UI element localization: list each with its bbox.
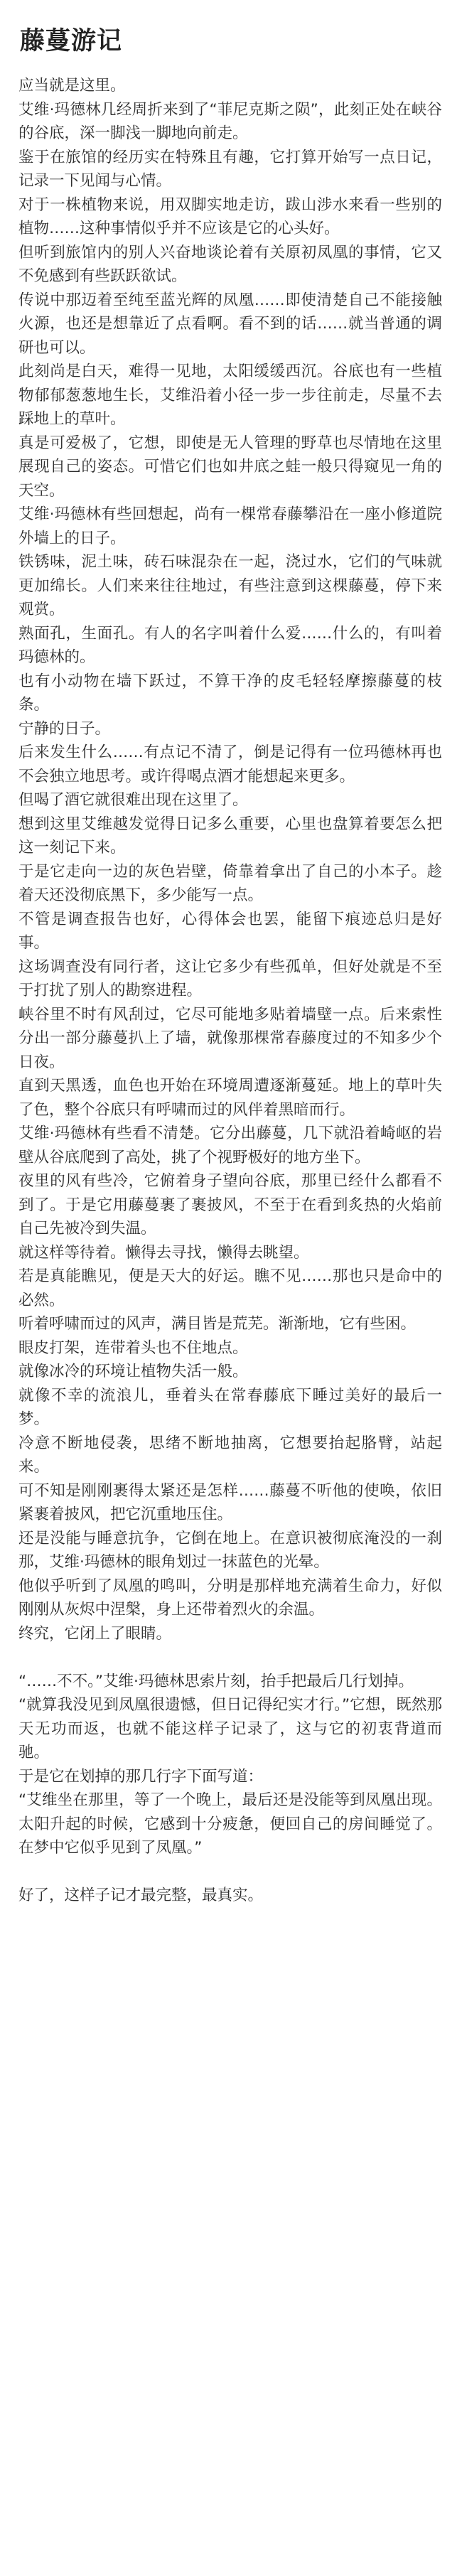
paragraph: 眼皮打架，连带着头也不住地点。 (18, 1338, 248, 1357)
paragraph: 真是可爱极了，它想，即使是无人管理的野草也尽情地在这里展现自己的姿态。可惜它们也如井底之蛙一般只得窥见一角的天空。 (18, 434, 442, 500)
paragraph: 直到天黑透，血色也开始在环境周遭逐渐蔓延。地上的草叶失了色，整个谷底只有呼啸而过的风伴着黑暗而行。 (18, 1077, 442, 1119)
paragraph: 好了，这样子记才最完整，最真实。 (18, 1887, 264, 1904)
paragraph: 应当就是这里。 (18, 77, 126, 95)
paragraph: 还是没能与睡意抗争，它倒在地上。在意识被彻底淹没的一刹那，艾维·玛德林的眼角划过一抹蓝色的光晕。 (18, 1529, 442, 1571)
paragraph: 就像冰冷的环境让植物失活一般。 (18, 1363, 248, 1380)
paragraph: 但喝了酒它就很难出现在这里了。 (18, 791, 248, 809)
paragraph: 艾维·玛德林有些看不清楚。它分出藤蔓，几下就沿着崎岖的岩壁从谷底爬到了高处，挑了个视野极好的地方坐下。 (18, 1125, 442, 1166)
paragraph: 熟面孔，生面孔。有人的名字叫着什么爱……什么的，有叫着玛德林的。 (18, 624, 442, 666)
paragraph: 就像不幸的流浪儿，垂着头在常春藤底下睡过美好的最后一梦。 (18, 1386, 442, 1428)
paragraph: 对于一株植物来说，用双脚实地走访，跋山涉水来看一些别的植物……这种事情似乎并不应该是它的心头好。 (18, 195, 442, 237)
paragraph: 也有小动物在墙下跃过，不算干净的皮毛轻轻摩擦藤蔓的枝条。 (18, 672, 442, 714)
paragraph: 听着呼啸而过的风声，满目皆是荒芜。渐渐地，它有些困。 (18, 1315, 417, 1333)
paragraph: 终究，它闭上了眼睛。 (18, 1624, 172, 1643)
paragraph: 就这样等待着。懒得去寻找，懒得去眺望。 (18, 1243, 309, 1262)
paragraph: 若是真能瞧见，便是天大的好运。瞧不见……那也只是命中的必然。 (18, 1267, 442, 1309)
paragraph: “艾维坐在那里，等了一个晚上，最后还是没能等到凤凰出现。太阳升起的时候，它感到十分疲惫，便回自己的房间睡觉了。在梦中它似乎见到了凤凰。” (18, 1791, 442, 1857)
paragraph: “就算我没见到凤凰很遗憾，但日记得纪实才行。”它想，既然那天无功而返，也就不能这样子记录了，这与它的初衷背道而驰。 (18, 1696, 442, 1761)
paragraph: 峡谷里不时有风刮过，它尽可能地多贴着墙壁一点。后来索性分出一部分藤蔓扒上了墙，就像那棵常春藤度过的不知多少个日夜。 (18, 1005, 442, 1071)
paragraph: 但听到旅馆内的别人兴奋地谈论着有关原初凤凰的事情，它又不免感到有些跃跃欲试。 (18, 243, 442, 285)
paragraph: 冷意不断地侵袭，思绪不断地抽离，它想要抬起胳臂，站起来。 (18, 1434, 442, 1476)
paragraph: 传说中那迈着至纯至蓝光辉的凤凰……即使清楚自己不能接触火源，也还是想靠近了点看啊。看不到的话……就当普通的调研也可以。 (18, 291, 442, 357)
document-body (18, 74, 442, 1908)
paragraph: 艾维·玛德林有些回想起，尚有一棵常春藤攀沿在一座小修道院外墙上的日子。 (18, 505, 442, 547)
document-title: 藤蔓游记 (20, 27, 123, 55)
paragraph: 他似乎听到了凤凰的鸣叫，分明是那样地充满着生命力，好似刚刚从灰烬中涅槃，身上还带着烈火的余温。 (18, 1577, 442, 1619)
paragraph: “……不不。”艾维·玛德林思索片刻，抬手把最后几行划掉。 (18, 1672, 414, 1690)
paragraph: 想到这里艾维越发觉得日记多么重要，心里也盘算着要怎么把这一刻记下来。 (18, 815, 442, 857)
paragraph: 于是它在划掉的那几行字下面写道： (18, 1767, 264, 1786)
paragraph: 此刻尚是白天，难得一见地，太阳缓缓西沉。谷底也有一些植物郁郁葱葱地生长，艾维沿着小径一步一步往前走，尽量不去踩地上的草叶。 (18, 363, 442, 428)
paragraph: 艾维·玛德林几经周折来到了“菲尼克斯之陨”，此刻正处在峡谷的谷底，深一脚浅一脚地向前走。 (18, 100, 442, 142)
paragraph: 这场调查没有同行者，这让它多少有些孤单，但好处就是不至于打扰了别人的勘察进程。 (18, 957, 442, 999)
paragraph: 不管是调查报告也好，心得体会也罢，能留下痕迹总归是好事。 (18, 910, 442, 952)
paragraph: 后来发生什么……有点记不清了，倒是记得有一位玛德林再也不会独立地思考。或许得喝点酒才能想起来更多。 (18, 744, 442, 785)
blank-line (18, 1646, 442, 1670)
paragraph: 鉴于在旅馆的经历实在特殊且有趣，它打算开始写一点日记，记录一下见闻与心情。 (18, 148, 442, 190)
blank-line (18, 1860, 442, 1884)
paragraph: 夜里的风有些冷，它俯着身子望向谷底，那里已经什么都看不到了。于是它用藤蔓裹了裹披风，不至于在看到炙热的火焰前自己先被冷到失温。 (18, 1172, 442, 1238)
paragraph: 于是它走向一边的灰色岩壁，倚靠着拿出了自己的小本子。趁着天还没彻底黑下，多少能写一点。 (18, 862, 442, 904)
paragraph: 可不知是刚刚裹得太紧还是怎样……藤蔓不听他的使唤，依旧紧裹着披风，把它沉重地压住。 (18, 1481, 442, 1523)
paragraph: 铁锈味，泥土味，砖石味混杂在一起，浇过水，它们的气味就更加绵长。人们来来往往地过，有些注意到这棵藤蔓，停下来观赏。 (18, 553, 442, 618)
paragraph: 宁静的日子。 (18, 719, 111, 738)
